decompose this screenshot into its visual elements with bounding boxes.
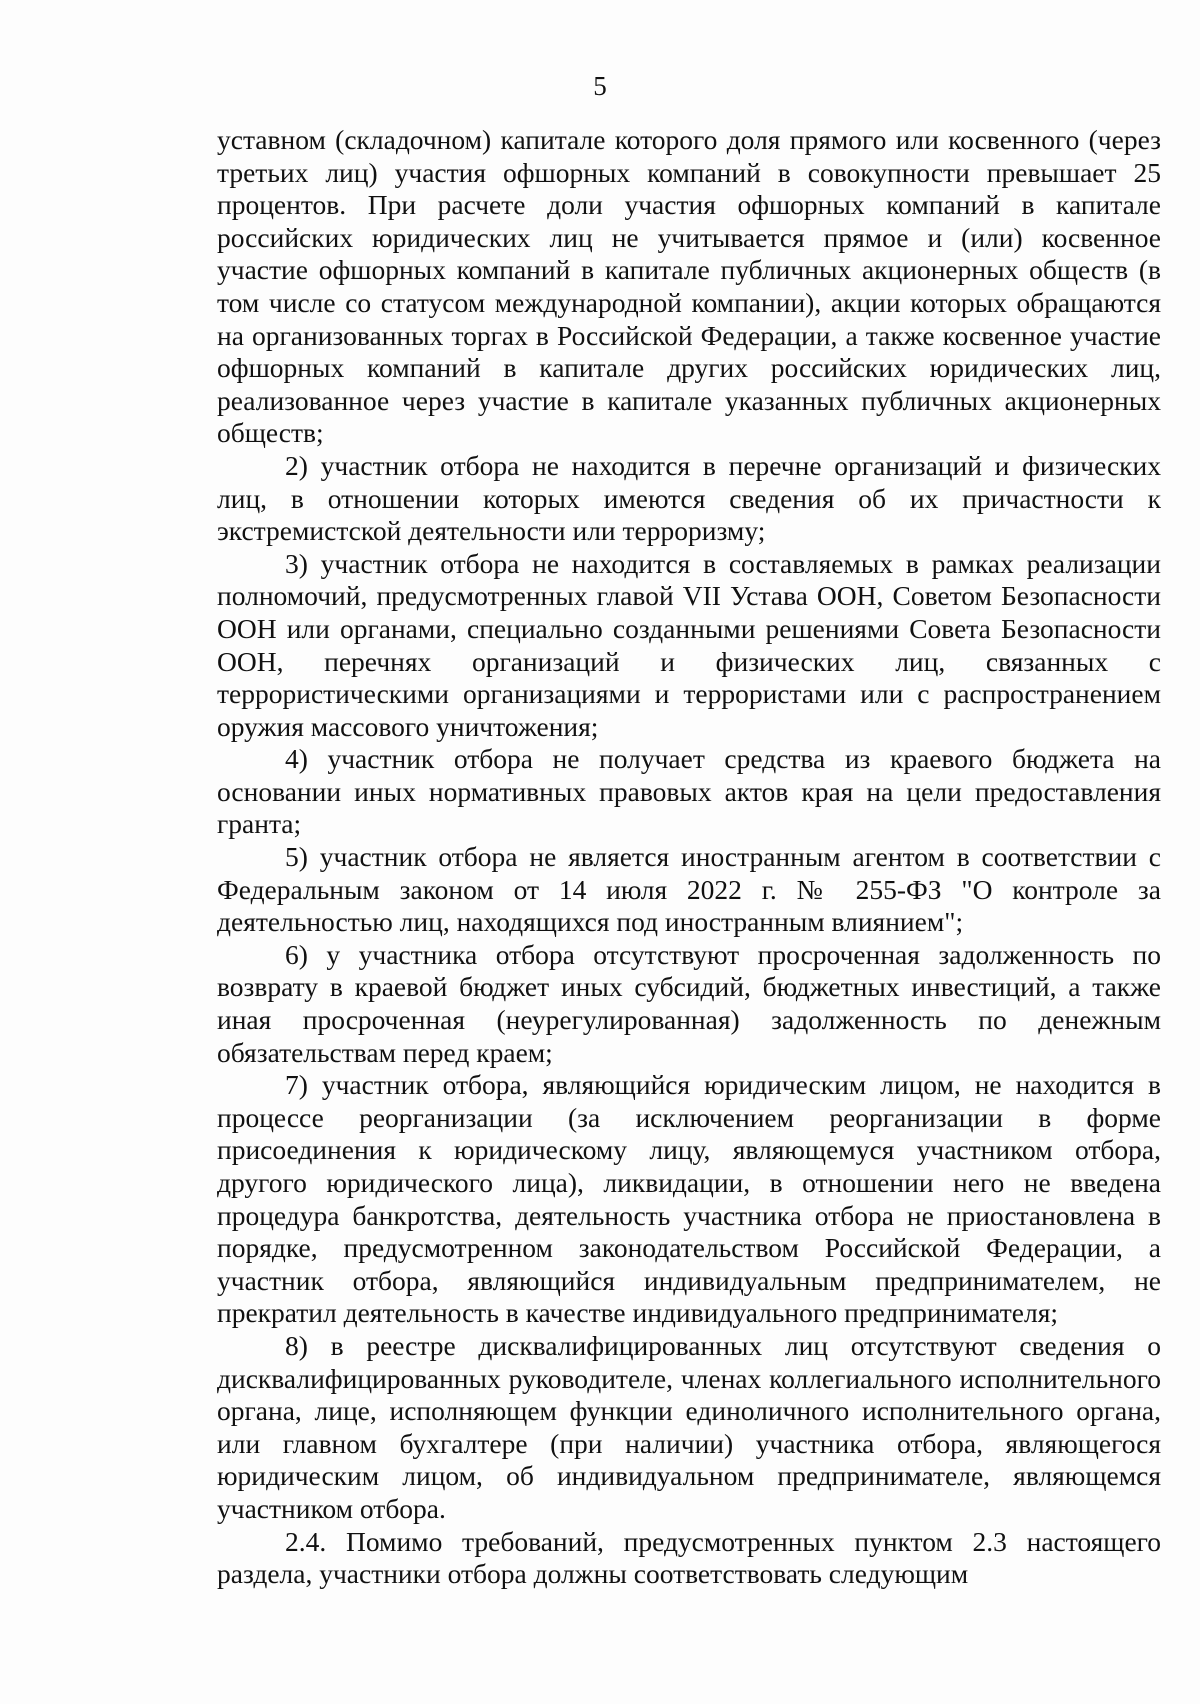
paragraph-continuation: уставном (складочном) капитале которого доля прямого или косвенного (через третьих лиц) участия офшорных компаний в совокупности превышает 25 процентов. При расчете доли участия офшорных компаний в капитале российских юридических лиц не учитывается прямое и (или) косвенное участие офшорных компаний в капитале публичных акционерных обществ (в том числе со статусом международной компании), акции которых обращаются на организованных торгах в Российской Федерации, а также косвенное участие офшорных компаний в капитале других российских юридических лиц, реализованное через участие в капитале указанных публичных акционерных обществ; xyxy=(217,124,1161,449)
page-number: 5 xyxy=(593,71,607,101)
paragraph-item-8: 8) в реестре дисквалифицированных лиц отсутствуют сведения о дисквалифицированных руководителе, членах коллегиального исполнительного органа, лице, исполняющем функции единоличного исполнительного органа, или главном бухгалтере (при наличии) участника отбора, являющегося юридическим лицом, об индивидуальном предпринимателе, являющемся участником отбора. xyxy=(217,1329,1161,1524)
paragraph-item-7: 7) участник отбора, являющийся юридическим лицом, не находится в процессе реорганизации (за исключением реорганизации в форме присоединения к юридическому лицу, являющемуся участником отбора, другого юридического лица), ликвидации, в отношении него не введена процедура банкротства, деятельность участника отбора не приостановлена в порядке, предусмотренном законодательством Российской Федерации, а участник отбора, являющийся индивидуальным предпринимателем, не прекратил деятельность в качестве индивидуального предпринимателя; xyxy=(217,1069,1161,1329)
document-body xyxy=(217,124,1161,1591)
paragraph-item-4: 4) участник отбора не получает средства из краевого бюджета на основании иных нормативных правовых актов края на цели предоставления гранта; xyxy=(217,743,1161,840)
paragraph-item-2: 2) участник отбора не находится в перечне организаций и физических лиц, в отношении которых имеются сведения об их причастности к экстремистской деятельности или терроризму; xyxy=(217,449,1161,547)
paragraph-item-3: 3) участник отбора не находится в составляемых в рамках реализации полномочий, предусмотренных главой VII Устава ООН, Советом Безопасности ООН или органами, специально созданными решениями Совета Безопасности ООН, перечнях организаций и физических лиц, связанных с террористическими организациями и террористами или с распространением оружия массового уничтожения; xyxy=(217,547,1161,742)
paragraph-section-2-4: 2.4. Помимо требований, предусмотренных пунктом 2.3 настоящего раздела, участники отбора должны соответствовать следующим xyxy=(217,1525,1161,1590)
paragraph-item-5: 5) участник отбора не является иностранным агентом в соответствии с Федеральным законом от 14 июля 2022 г. № 255-ФЗ "О контроле за деятельностью лиц, находящихся под иностранным влиянием"; xyxy=(217,841,1161,938)
paragraph-item-6: 6) у участника отбора отсутствуют просроченная задолженность по возврату в краевой бюджет иных субсидий, бюджетных инвестиций, а также иная просроченная (неурегулированная) задолженность по денежным обязательствам перед краем; xyxy=(217,938,1161,1068)
